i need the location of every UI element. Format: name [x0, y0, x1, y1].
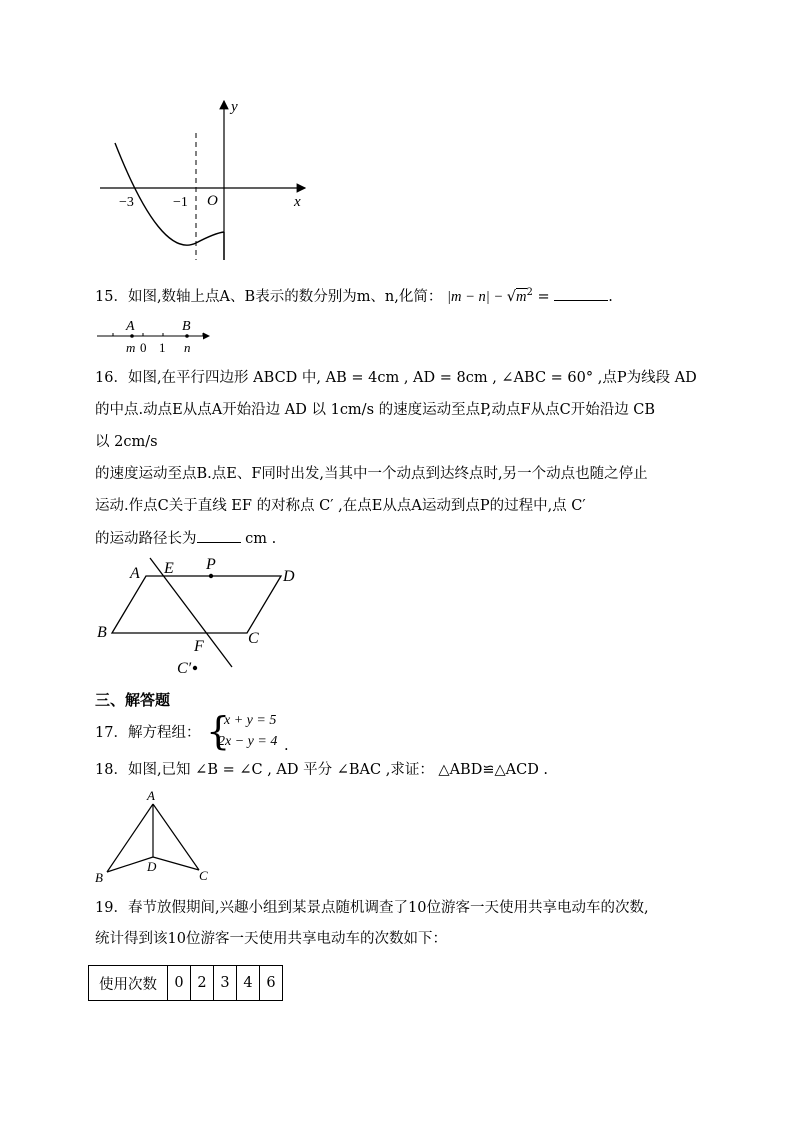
question-17: 17．解方程组：	[95, 725, 201, 741]
q15-text: 如图,数轴上点A、B表示的数分别为m、n,化简：	[127, 288, 443, 305]
point-B	[185, 334, 189, 338]
q15-sqrt-sign: √	[506, 288, 517, 305]
q15-number: 15．	[95, 288, 128, 305]
fig18-D: D	[147, 859, 157, 874]
q16-line5: 运动.作点C关于直线 EF 的对称点 C′ ,在点E从点A运动到点P的过程中,点 C′	[95, 498, 586, 514]
triangle-figure	[92, 788, 222, 888]
q15-answer-blank[interactable]	[554, 286, 608, 301]
q15-radicand: m	[516, 288, 527, 305]
table-cell: 0	[168, 966, 191, 1001]
q16-answer-blank[interactable]	[197, 528, 241, 543]
fig18-C: C	[199, 868, 208, 883]
q15-exponent: 2	[526, 287, 533, 298]
q16-line2: 的中点.动点E从点A开始沿边 AD 以 1cm/s 的速度运动至点P,动点F从点C开始沿边 CB	[95, 402, 656, 418]
question-18: 18．如图,已知 ∠B = ∠C , AD 平分 ∠BAC ,求证： △ABD≌△ACD .	[95, 762, 549, 778]
table-cell: 6	[260, 966, 283, 1001]
fig16-D: D	[283, 568, 295, 585]
fig18-A: A	[147, 788, 155, 803]
q15-expr-left: |m − n| −	[447, 288, 507, 305]
number-line	[95, 316, 215, 356]
table-header-cell: 使用次数	[89, 966, 168, 1001]
fig16-P: P	[206, 556, 216, 573]
line-EF	[150, 558, 232, 667]
fig16-C: C	[248, 630, 259, 647]
q16-line1: 16．如图,在平行四边形 ABCD 中, AB = 4cm , AD = 8cm , ∠ABC = 60° ,点P为线段 AD	[95, 370, 697, 386]
q16-line4: 的速度运动至点B.点E、F同时出发,当其中一个动点到达终点时,另一个动点也随之停止	[95, 466, 648, 482]
fig18-B: B	[95, 870, 103, 885]
tick-minus1: −1	[173, 195, 188, 210]
origin-label: O	[207, 193, 218, 209]
q16-number: 16．	[95, 370, 128, 386]
nl-1-label: 1	[159, 340, 166, 355]
q17-eq2: 2x − y = 4	[218, 734, 278, 749]
nl-n-label: n	[184, 340, 191, 355]
nl-0-label: 0	[140, 340, 147, 355]
parabola-graph	[95, 95, 315, 265]
q15-equals: =	[532, 288, 555, 305]
q19-line1: 19．春节放假期间,兴趣小组到某景点随机调查了10位游客一天使用共享电动车的次数,	[95, 900, 649, 916]
q17-eq1: x + y = 5	[224, 713, 277, 728]
q17-end: .	[284, 738, 289, 754]
y-label: y	[231, 99, 238, 115]
table-cell: 3	[214, 966, 237, 1001]
question-15	[95, 283, 613, 307]
table-cell: 2	[191, 966, 214, 1001]
table-cell: 4	[237, 966, 260, 1001]
fig16-F: F	[194, 638, 204, 655]
usage-table	[88, 965, 283, 1001]
section-3-title: 三、解答题	[95, 691, 171, 709]
table-row	[89, 966, 283, 1001]
q19-line2: 统计得到该10位游客一天使用共享电动车的次数如下：	[95, 931, 447, 947]
point-Cprime	[193, 666, 197, 670]
fig16-B: B	[97, 624, 107, 641]
nl-A-label: A	[126, 319, 135, 334]
parallelogram-ABCD	[112, 576, 281, 633]
point-A	[130, 334, 134, 338]
fig16-Cprime: C′	[177, 660, 192, 677]
fig16-E: E	[164, 560, 174, 577]
tick-minus3: −3	[119, 195, 134, 210]
fig16-A: A	[130, 565, 140, 582]
q16-line6: 的运动路径长为 cm .	[95, 528, 276, 549]
x-label: x	[294, 194, 301, 210]
brace-icon: {	[206, 709, 231, 753]
point-P	[209, 574, 213, 578]
q15-end: .	[608, 288, 613, 305]
parallelogram-figure	[92, 555, 312, 680]
nl-m-label: m	[126, 340, 136, 355]
q16-line3: 以 2cm/s	[95, 434, 158, 450]
nl-B-label: B	[182, 319, 191, 334]
